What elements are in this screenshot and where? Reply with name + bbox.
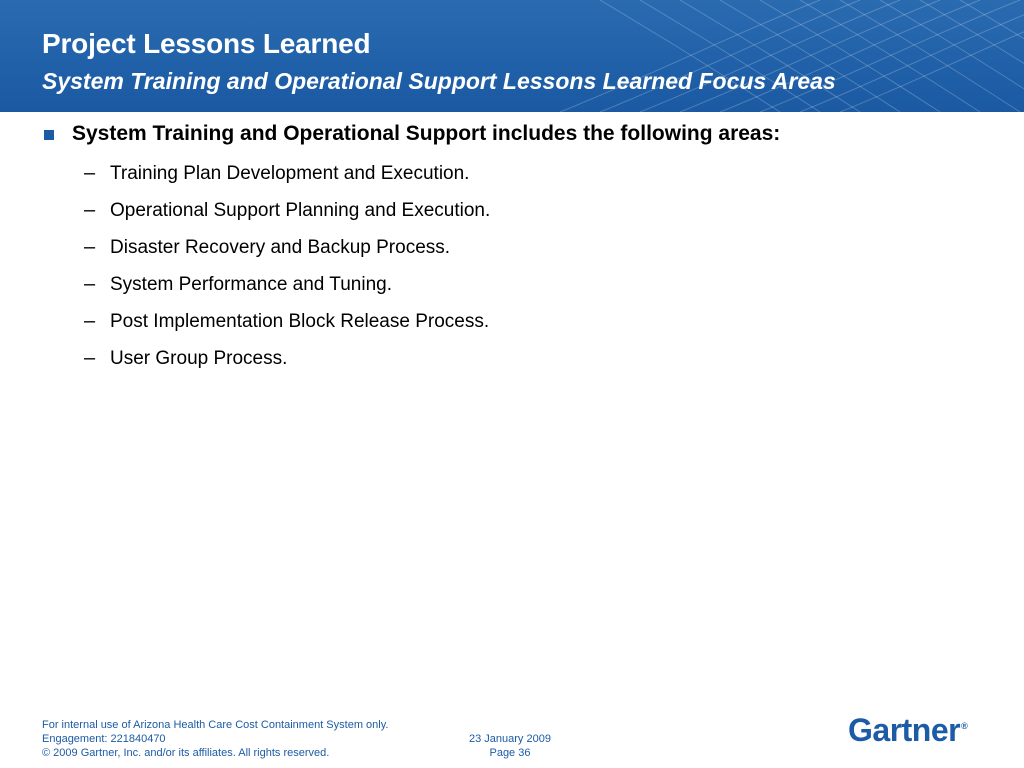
slide-subtitle: System Training and Operational Support Lessons Learned Focus Areas bbox=[42, 68, 836, 94]
footer-copyright-line: © 2009 Gartner, Inc. and/or its affiliates. All rights reserved. bbox=[42, 747, 330, 759]
footer-date-page bbox=[469, 732, 551, 760]
page-number: Page 36 bbox=[489, 747, 531, 759]
footer-date: 23 January 2009 bbox=[469, 733, 551, 745]
list-item-text: Post Implementation Block Release Process. bbox=[110, 311, 490, 332]
logo-text: Gartner bbox=[848, 712, 961, 748]
dash-bullet-icon: – bbox=[84, 273, 96, 295]
dash-bullet-icon: – bbox=[84, 162, 96, 184]
list-item-text: System Performance and Tuning. bbox=[110, 274, 392, 295]
footer-usage-line: For internal use of Arizona Health Care Cost Containment System only. bbox=[42, 719, 389, 731]
registered-mark: ® bbox=[961, 721, 968, 732]
dash-bullet-icon: – bbox=[84, 347, 96, 369]
dash-bullet-icon: – bbox=[84, 199, 96, 221]
gartner-logo bbox=[848, 712, 967, 749]
list-item-text: User Group Process. bbox=[110, 348, 288, 369]
list-item-text: Disaster Recovery and Backup Process. bbox=[110, 237, 451, 258]
square-bullet-icon bbox=[44, 130, 54, 140]
footer-engagement-line: Engagement: 221840470 bbox=[42, 733, 166, 745]
footer-notice bbox=[42, 718, 388, 760]
slide-header bbox=[0, 0, 1024, 112]
slide-title: Project Lessons Learned bbox=[42, 28, 371, 59]
dash-bullet-icon: – bbox=[84, 236, 96, 258]
dash-bullet-icon: – bbox=[84, 310, 96, 332]
list-item-text: Training Plan Development and Execution. bbox=[110, 163, 470, 184]
main-bullet-text: System Training and Operational Support includes the following areas: bbox=[72, 122, 781, 145]
list-item-text: Operational Support Planning and Execution. bbox=[110, 200, 491, 221]
